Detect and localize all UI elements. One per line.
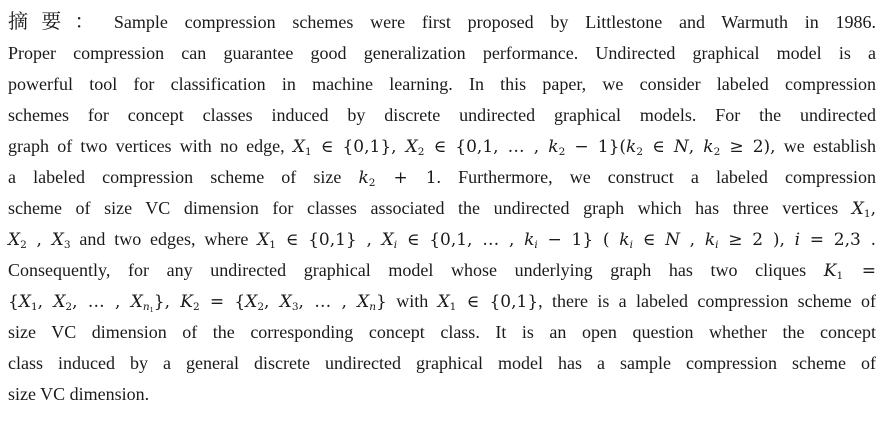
text-run: schemes for concept classes induced by discrete undirected graphical models. For the undirected xyxy=(8,105,876,125)
math-expression: {$X_1$, $X_2$, … , $X_{n_1}$}, $K_2 = \{X_2$, $X_3$, … , $X_n$} xyxy=(8,292,387,314)
text-run: we establish xyxy=(775,136,876,156)
text-run: Consequently, for any undirected graphical model whose underlying graph has two cliques xyxy=(8,260,824,280)
text-run: Sample compression schemes were first proposed by Littlestone and Warmuth in 1986. xyxy=(113,12,877,32)
text-run: Proper compression can guarantee good generalization performance. Undirected graphical model is a xyxy=(8,43,876,63)
abstract-line xyxy=(8,286,876,317)
math-expression: $X_1$ ∈ {0,1}, $X_2$ ∈ {0,1, … , $k_2 - 1\}(k_2$ ∈ N, $k_2 \ge 2$), xyxy=(292,137,776,158)
math-expression: $X_1$, xyxy=(851,199,876,220)
abstract-line xyxy=(8,38,876,69)
abstract-line xyxy=(8,348,876,379)
abstract-line xyxy=(8,131,876,162)
text-run: . Furthermore, we construct a labeled compression xyxy=(436,167,876,187)
abstract-line xyxy=(8,162,876,193)
text-run: class induced by a general discrete undirected graphical model has a sample compression scheme of xyxy=(8,353,876,373)
abstract-label: 摘要： xyxy=(8,11,108,33)
abstract-line xyxy=(8,7,876,38)
text-run: and two edges, where xyxy=(70,229,258,249)
math-expression: $X_1$ ∈ {0,1} xyxy=(437,292,539,313)
text-run: powerful tool for classification in machine learning. In this paper, we consider labeled compression xyxy=(8,74,876,94)
abstract-line xyxy=(8,379,876,410)
text-run: size VC dimension of the corresponding concept class. It is an open question whether the concept xyxy=(8,322,876,342)
abstract-line xyxy=(8,317,876,348)
math-expression: $K_1$ = xyxy=(823,261,876,282)
text-run: , there is a labeled compression scheme of xyxy=(538,291,876,311)
text-run: size VC dimension. xyxy=(8,384,150,404)
text-run: graph of two vertices with no edge, xyxy=(8,136,293,156)
abstract-line xyxy=(8,100,876,131)
text-run: a labeled compression scheme of size xyxy=(8,167,359,187)
math-expression: $X_1$ ∈ {0,1} , $X_i$ ∈ {0,1, … , $k_i - 1$} ( $k_i$ ∈ N , $k_i \ge 2$ ), i = 2,3 . xyxy=(257,230,876,251)
math-expression: $X_2$ , $X_3$ xyxy=(8,230,71,251)
text-run: scheme of size VC dimension for classes associated the undirected graph which has three vertices xyxy=(8,198,852,218)
abstract-line xyxy=(8,255,876,286)
abstract-line xyxy=(8,193,876,224)
abstract-line xyxy=(8,224,876,255)
abstract-line xyxy=(8,69,876,100)
math-expression: $k_2 + 1$ xyxy=(358,168,437,189)
text-run: with xyxy=(386,291,438,311)
